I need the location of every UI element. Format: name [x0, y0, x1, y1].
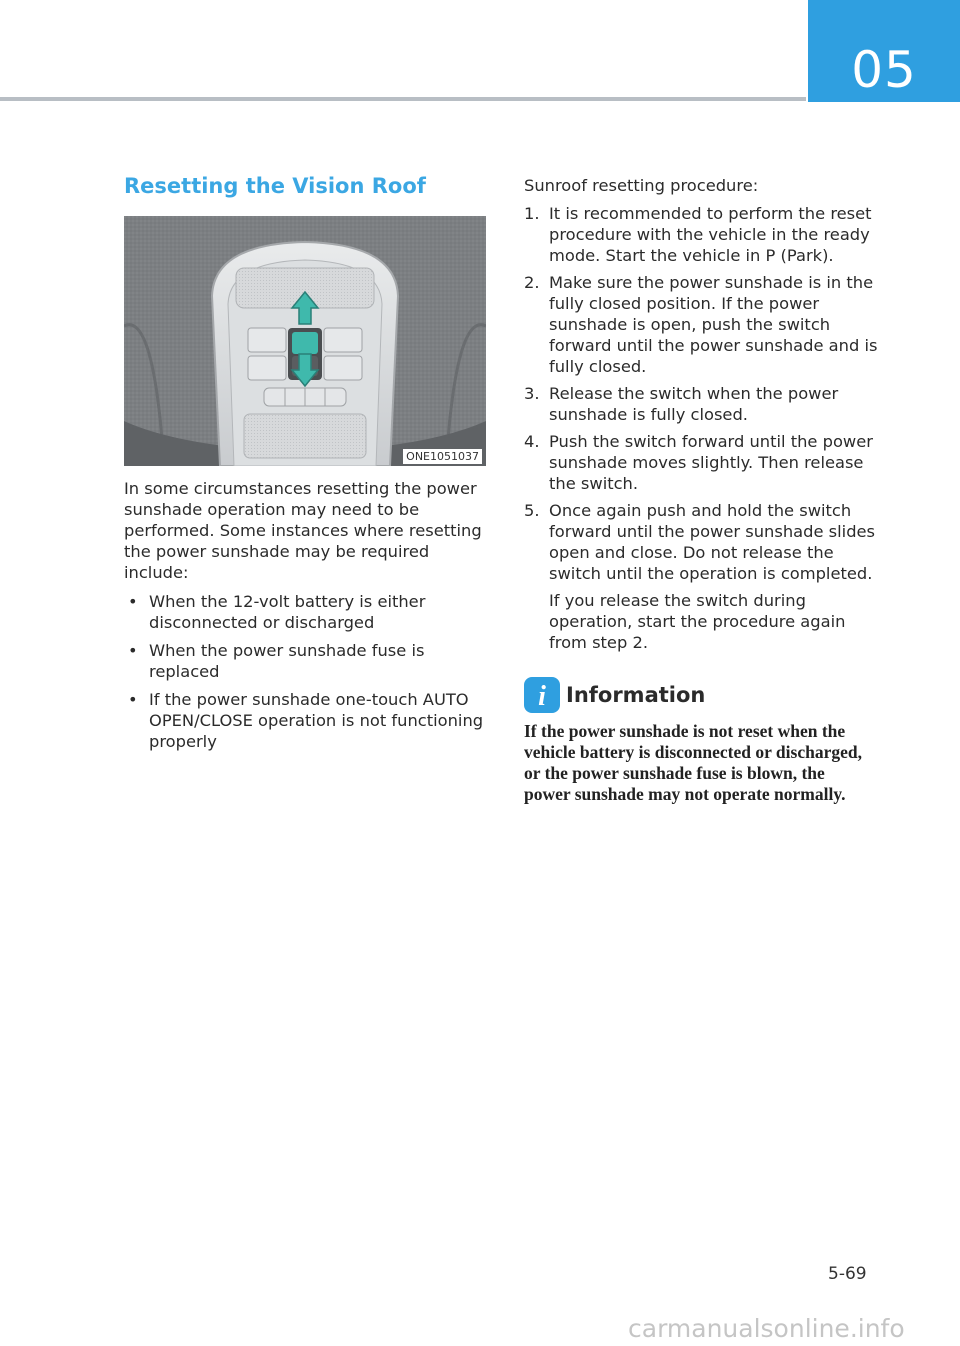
step-number: 2. — [524, 273, 540, 292]
step-item — [524, 203, 886, 266]
conditions-list — [124, 591, 488, 752]
right-column — [524, 175, 886, 823]
information-body: If the power sunshade is not reset when the vehicle battery is disconnected or discharged, or the power sunshade fuse is blown, the power sunshade may not operate normally. — [524, 721, 862, 804]
info-icon — [524, 677, 560, 713]
list-item-text: If the power sunshade one-touch AUTO OPEN/CLOSE operation is not functioning properly — [149, 690, 484, 751]
info-glyph — [524, 677, 560, 713]
step-item — [524, 431, 886, 494]
step-text: Release the switch when the power sunshade is fully closed. — [549, 384, 839, 424]
intro-paragraph: In some circumstances resetting the power sunshade operation may need to be performed. Some instances where resetting the power sunshade may be required include: — [124, 479, 482, 582]
step-text: Push the switch forward until the power sunshade moves slightly. Then release the switch. — [549, 432, 873, 493]
step-item — [524, 272, 886, 377]
list-item-text: When the power sunshade fuse is replaced — [149, 641, 425, 681]
list-item — [124, 689, 488, 752]
step-number: 3. — [524, 384, 540, 403]
list-item-text: When the 12-volt battery is either disconnected or discharged — [149, 592, 426, 632]
chapter-number: 05 — [808, 0, 960, 102]
list-item — [124, 640, 488, 682]
header-rule — [0, 97, 806, 101]
step-text: Make sure the power sunshade is in the fully closed position. If the power sunshade is open, push the switch forward until the power sunshade and is fully closed. — [549, 273, 878, 376]
section-title: Resetting the Vision Roof — [124, 174, 426, 198]
left-column — [124, 170, 488, 759]
overhead-console-figure — [124, 216, 486, 466]
step-note: If you release the switch during operation, start the procedure again from step 2. — [549, 591, 846, 652]
step-number: 1. — [524, 204, 540, 223]
information-heading: Information — [566, 683, 706, 707]
overhead-console-illustration — [124, 216, 486, 466]
list-item — [124, 591, 488, 633]
info-icon-letter: i — [538, 681, 546, 712]
step-number: 5. — [524, 501, 540, 520]
figure-code: ONE1051037 — [403, 449, 482, 464]
step-text: It is recommended to perform the reset procedure with the vehicle in the ready mode. Start the vehicle in P (Park). — [549, 204, 872, 265]
information-header — [524, 677, 886, 713]
step-number: 4. — [524, 432, 540, 451]
step-item — [524, 383, 886, 425]
procedure-steps — [524, 203, 886, 653]
step-text: Once again push and hold the switch forward until the power sunshade slides open and close. Do not release the switch until the operation is completed. — [549, 501, 876, 583]
step-item — [524, 500, 886, 653]
bullet-icon: • — [128, 690, 138, 709]
watermark: carmanualsonline.info — [628, 1314, 905, 1343]
page-number: 5-69 — [828, 1264, 867, 1284]
bullet-icon: • — [128, 592, 138, 611]
bullet-icon: • — [128, 641, 138, 660]
procedure-title: Sunroof resetting procedure: — [524, 176, 759, 195]
